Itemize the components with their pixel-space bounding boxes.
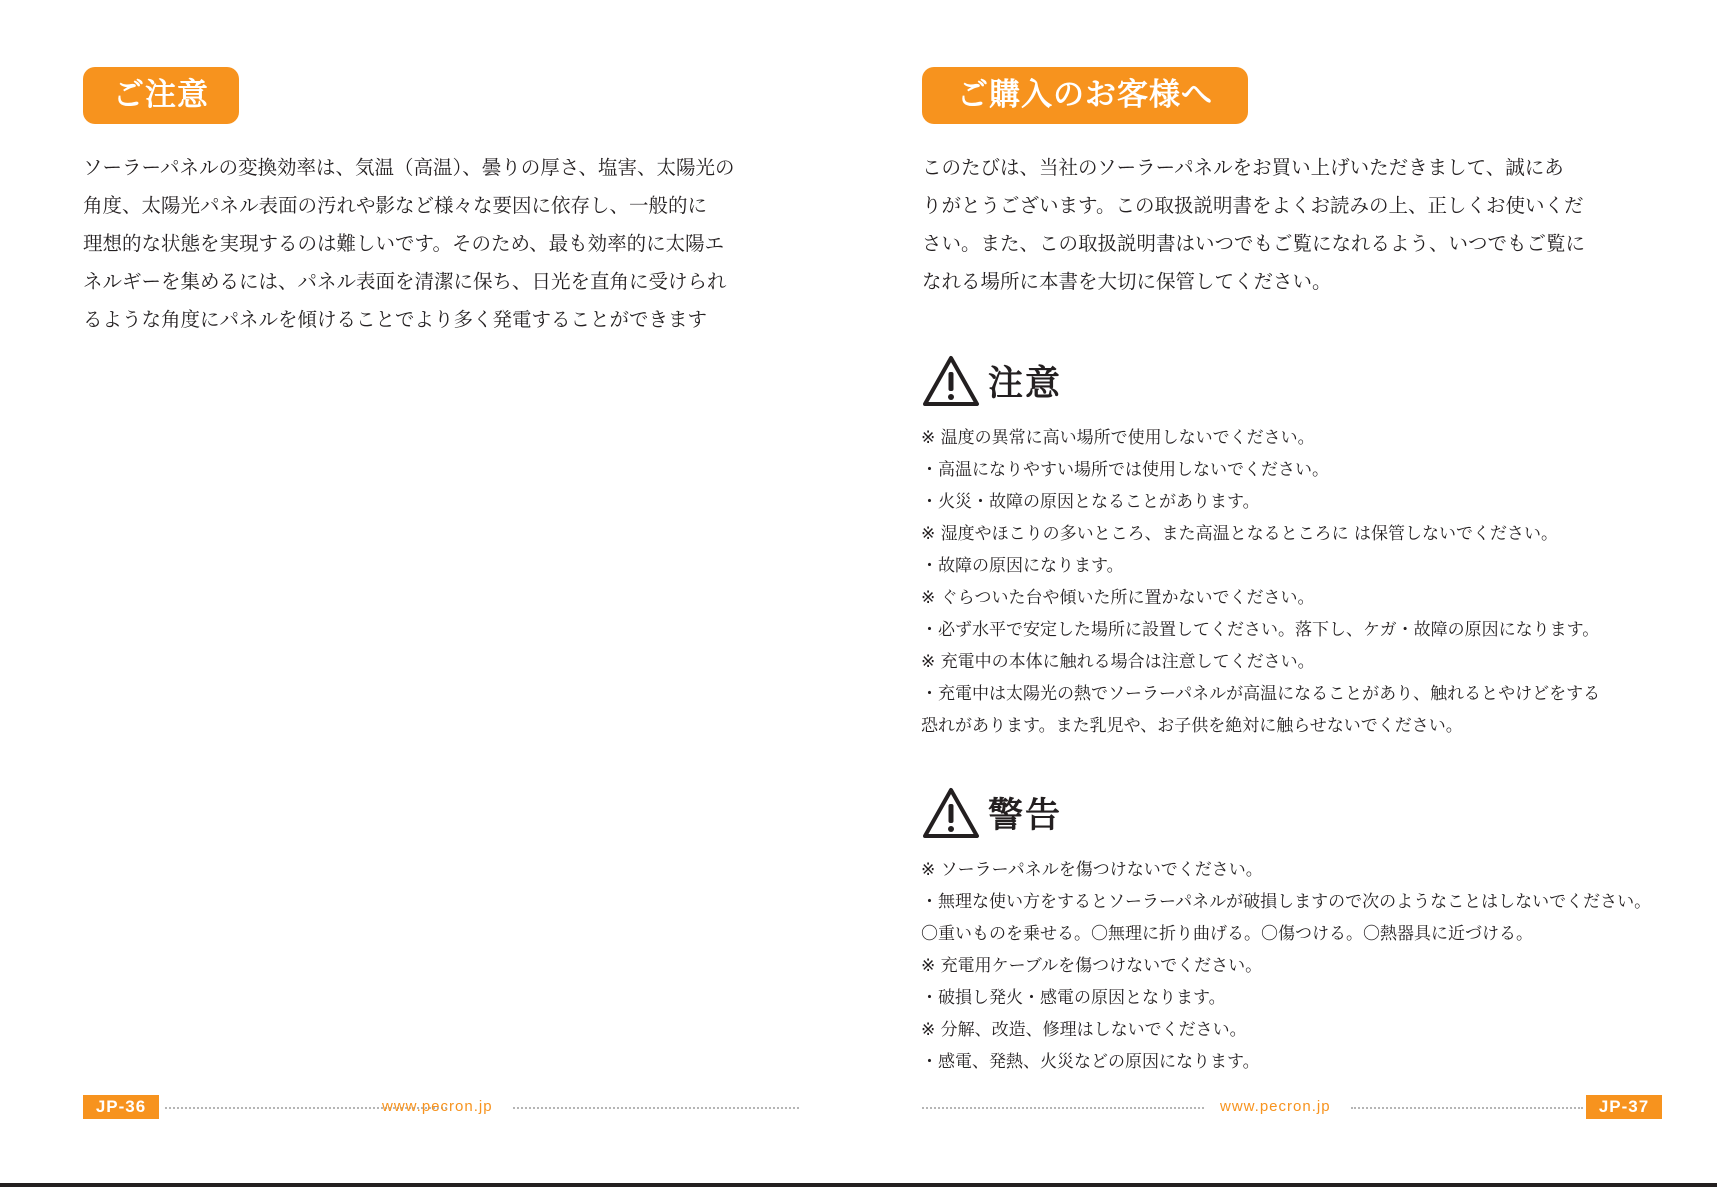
list-item: ・充電中は太陽光の熱でソーラーパネルが高温になることがあり、触れるとやけどをする [921,684,1601,704]
page-number: JP-37 [1586,1095,1662,1119]
notice-line: ソーラーパネルの変換効率は、気温（高温）、曇りの厚さ、塩害、太陽光の [83,156,735,179]
bottom-border-line [0,1183,1717,1187]
list-item: ・高温になりやすい場所では使用しないでください。 [921,460,1329,480]
footer-url[interactable]: www.pecron.jp [382,1098,493,1115]
footer-dotted-rule [922,1107,1204,1109]
list-item: ・火災・故障の原因となることがあります。 [921,492,1260,512]
list-item: 〇重いものを乗せる。〇無理に折り曲げる。〇傷つける。〇熱器具に近づける。 [921,924,1533,944]
list-item: ※ 充電用ケーブルを傷つけないでください。 [921,956,1263,976]
list-item: ※ 分解、改造、修理はしないでください。 [921,1020,1247,1040]
greeting-paragraph [922,149,1585,301]
list-item: ※ ソーラーパネルを傷つけないでください。 [921,860,1263,880]
greeting-line: なれる場所に本書を大切に保管してください。 [922,270,1332,293]
warning-triangle-icon [922,355,980,407]
footer-dotted-rule [1351,1107,1583,1109]
notice-line: ネルギーを集めるには、パネル表面を清潔に保ち、日光を直角に受けられ [83,270,727,293]
notice-line: るような角度にパネルを傾けることでより多く発電することができます [83,308,708,331]
notice-paragraph [83,149,735,339]
list-item: ・無理な使い方をするとソーラーパネルが破損しますので次のようなことはしないでください。 [921,892,1652,912]
list-item: ※ 温度の異常に高い場所で使用しないでください。 [921,428,1315,448]
list-item: ・故障の原因になります。 [921,556,1124,576]
left-footer [83,1095,883,1119]
list-item: ・必ず水平で安定した場所に設置してください。落下し、ケガ・故障の原因になります。 [921,620,1600,640]
right-page [858,0,1717,1187]
warning-heading [922,786,1062,840]
notice-title: ご注意 [83,67,239,124]
list-item: 恐れがあります。また乳児や、お子供を絶対に触らせないでください。 [921,716,1463,736]
caution-heading-text: 注意 [988,364,1063,404]
warning-triangle-icon [922,787,980,839]
list-item: ※ ぐらついた台や傾いた所に置かないでください。 [921,588,1315,608]
page-number: JP-36 [83,1095,159,1119]
footer-url[interactable]: www.pecron.jp [1220,1098,1331,1115]
notice-line: 理想的な状態を実現するのは難しいです。そのため、最も効率的に太陽エ [83,232,725,255]
warning-list [921,854,1651,1078]
caution-list [921,422,1600,742]
greeting-line: りがとうございます。この取扱説明書をよくお読みの上、正しくお使いくだ [922,194,1584,217]
list-item: ※ 充電中の本体に触れる場合は注意してください。 [921,652,1315,672]
right-footer [922,1095,1662,1119]
warning-heading-text: 警告 [988,796,1063,836]
list-item: ・破損し発火・感電の原因となります。 [921,988,1226,1008]
notice-line: 角度、太陽光パネル表面の汚れや影など様々な要因に依存し、一般的に [83,194,708,217]
caution-heading [922,354,1062,408]
left-page [0,0,858,1187]
list-item: ・感電、発熱、火災などの原因になります。 [921,1052,1260,1072]
greeting-line: さい。また、この取扱説明書はいつでもご覧になれるよう、いつでもご覧に [922,232,1586,255]
greeting-line: このたびは、当社のソーラーパネルをお買い上げいただきまして、誠にあ [922,156,1564,179]
list-item: ※ 湿度やほこりの多いところ、また高温となるところに は保管しないでください。 [921,524,1559,544]
footer-dotted-rule [513,1107,799,1109]
customer-greeting-title: ご購入のお客様へ [922,67,1248,124]
